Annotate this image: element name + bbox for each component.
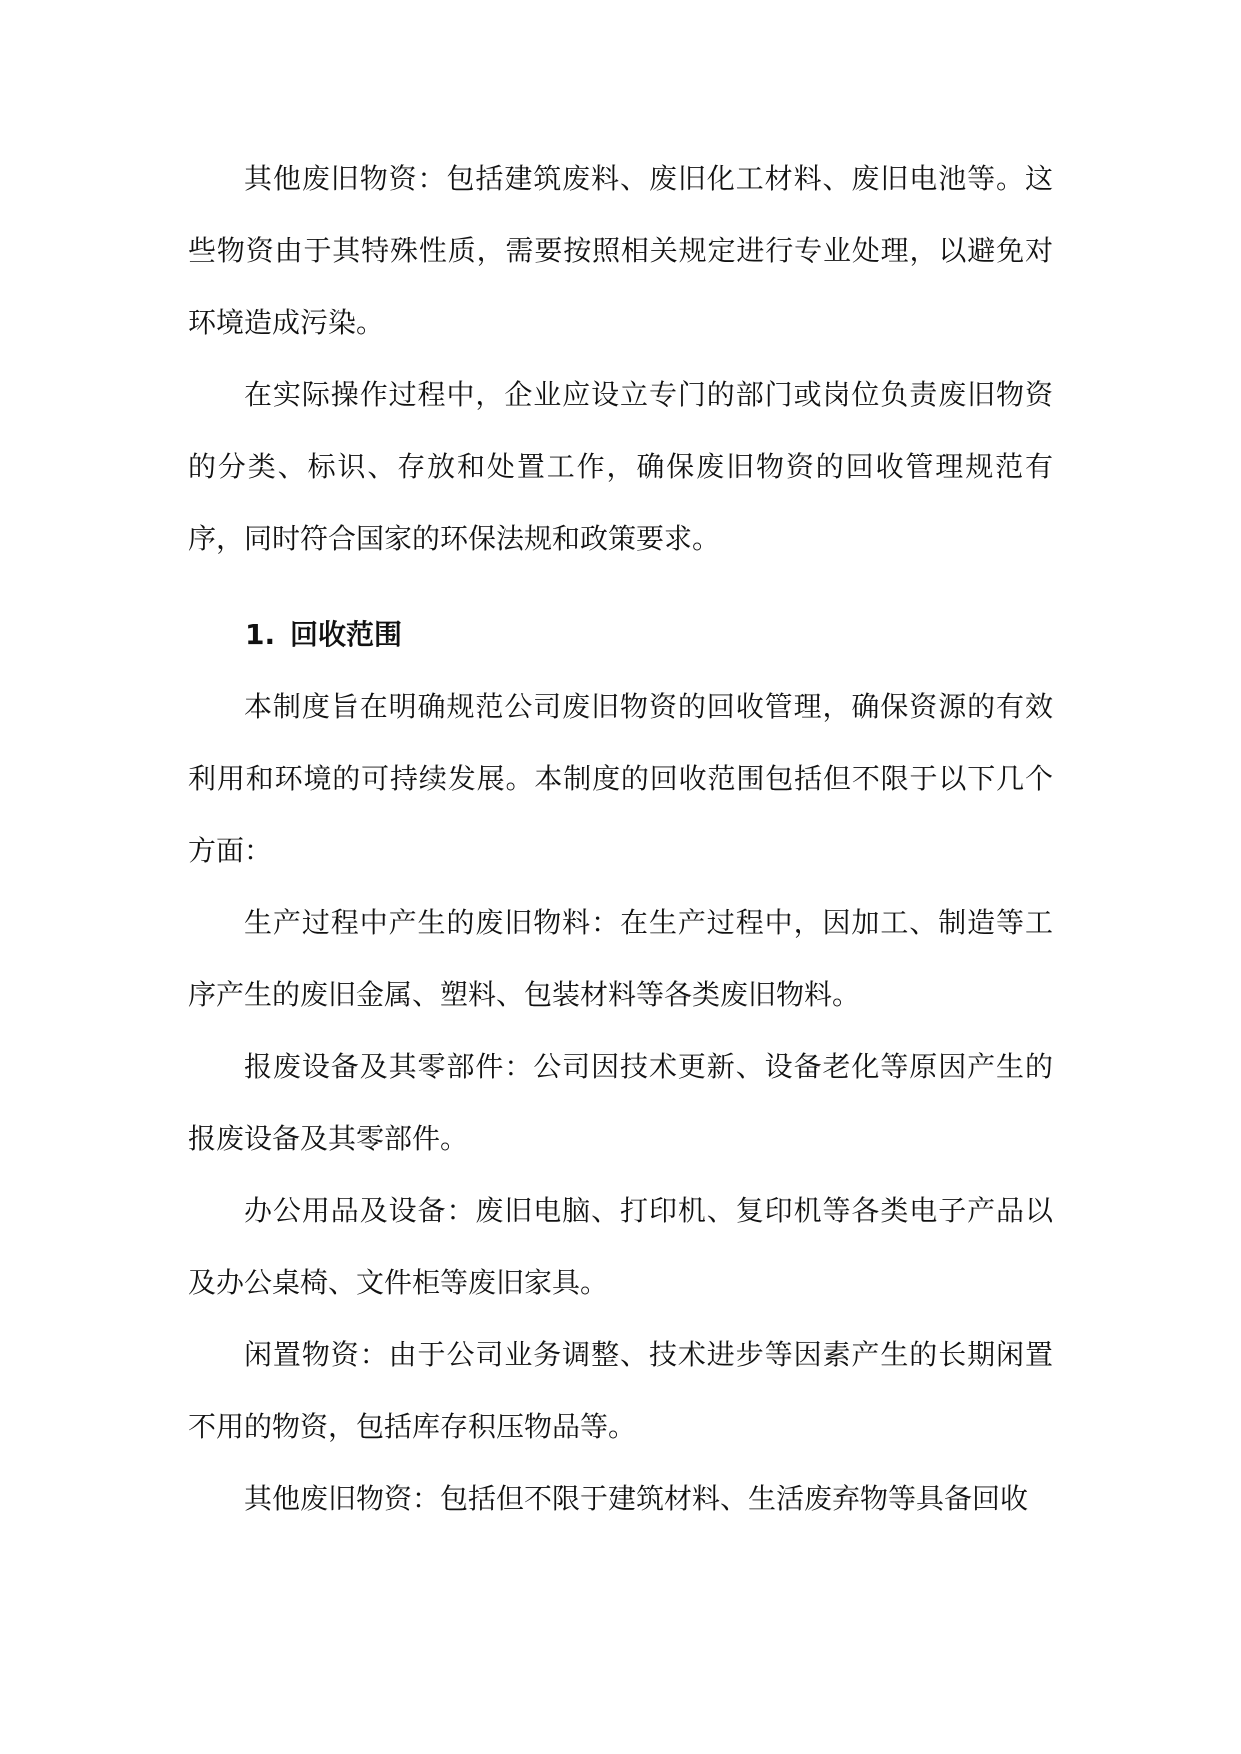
paragraph-other-waste: 其他废旧物资：包括建筑废料、废旧化工材料、废旧电池等。这些物资由于其特殊性质，需要按照相关规定进行专业处理，以避免对环境造成污染。 [188,162,1053,339]
paragraph-idle-materials: 闲置物资：由于公司业务调整、技术进步等因素产生的长期闲置不用的物资，包括库存积压物品等。 [188,1338,1053,1443]
document-body [188,143,1053,1535]
paragraph-other-materials: 其他废旧物资：包括但不限于建筑材料、生活废弃物等具备回收 [244,1482,1029,1515]
section-title: 回收范围 [290,618,403,651]
paragraph-scope-intro: 本制度旨在明确规范公司废旧物资的回收管理，确保资源的有效利用和环境的可持续发展。本制度的回收范围包括但不限于以下几个方面： [188,690,1053,867]
section-heading [188,599,1053,671]
paragraph-operation: 在实际操作过程中，企业应设立专门的部门或岗位负责废旧物资的分类、标识、存放和处置工作，确保废旧物资的回收管理规范有序，同时符合国家的环保法规和政策要求。 [188,378,1053,555]
section-number: 1. [245,618,276,651]
paragraph-production-waste: 生产过程中产生的废旧物料：在生产过程中，因加工、制造等工序产生的废旧金属、塑料、包装材料等各类废旧物料。 [188,906,1053,1011]
paragraph-office-equipment: 办公用品及设备：废旧电脑、打印机、复印机等各类电子产品以及办公桌椅、文件柜等废旧家具。 [188,1194,1053,1299]
paragraph-scrapped-equipment: 报废设备及其零部件：公司因技术更新、设备老化等原因产生的报废设备及其零部件。 [188,1050,1053,1155]
